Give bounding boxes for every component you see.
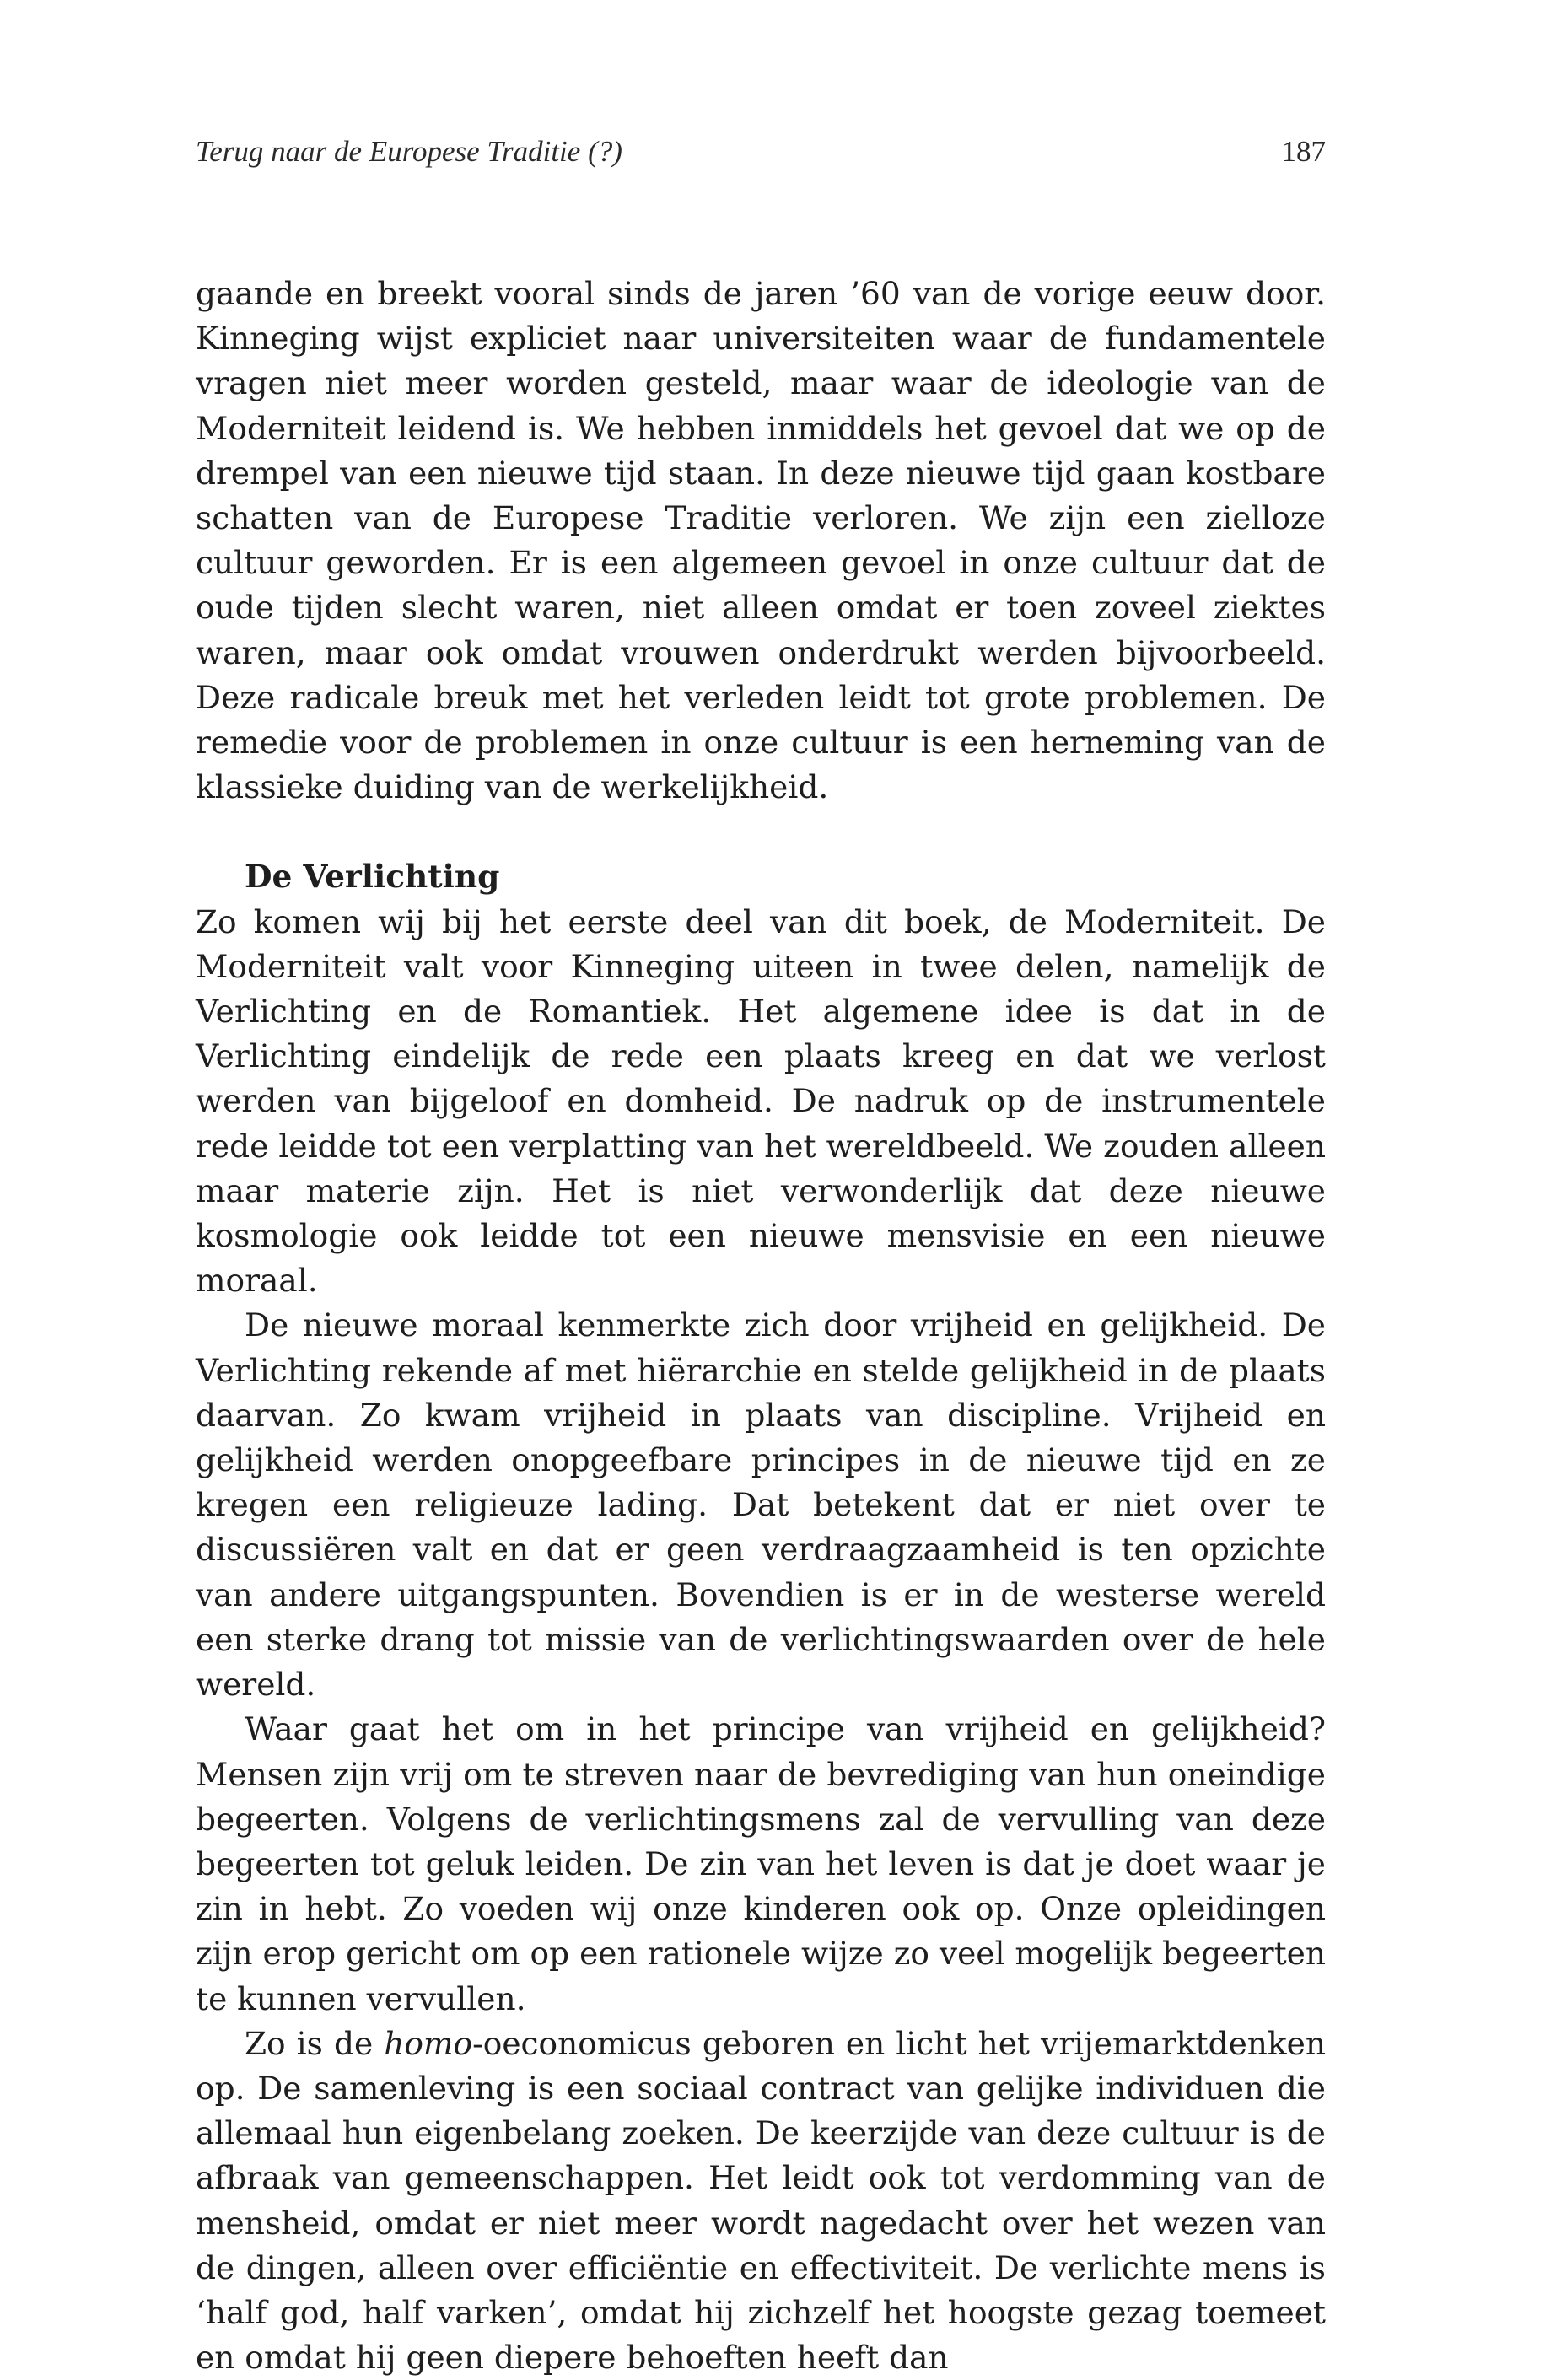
paragraph-5 (196, 2022, 1326, 2380)
paragraph-4: Waar gaat het om in het principe van vrijheid en gelijkheid? Mensen zijn vrij om te streven naar de bevrediging van hun oneindige begeerten. Volgens de verlichtingsmens zal de vervulling van deze begeerten tot geluk leiden. De zin van het leven is dat je doet waar je zin in hebt. Zo voeden wij onze kinderen ook op. Onze opleidingen zijn erop gericht om op een rationele wijze zo veel mogelijk begeerten te kunnen vervullen. (196, 1710, 1326, 2017)
paragraph-5-italic: homo (384, 2024, 473, 2062)
running-title: Terug naar de Europese Traditie (?) (196, 135, 622, 168)
section-heading: De Verlichting (245, 858, 500, 896)
paragraph-1: gaande en breekt vooral sinds de jaren ’60 van de vorige eeuw door. Kinneging wijst expliciet naar universiteiten waar de fundamentele vragen niet meer worden gesteld, maar waar de ideologie van de Moderniteit leidend is. We hebben inmiddels het gevoel dat we op de drempel van een nieuwe tijd staan. In deze nieuwe tijd gaan kostbare schatten van de Europese Traditie verloren. We zijn een zielloze cultuur geworden. Er is een algemeen gevoel in onze cultuur dat de oude tijden slecht waren, niet alleen omdat er toen zoveel ziektes waren, maar ook omdat vrouwen onderdrukt werden bijvoorbeeld. Deze radicale breuk met het verleden leidt tot grote problemen. De remedie voor de problemen in onze cultuur is een herneming van de klassieke duiding van de werkelijkheid. (196, 275, 1326, 806)
page-number: 187 (1281, 135, 1326, 168)
running-head (196, 133, 1326, 184)
body-text (196, 272, 1326, 2380)
paragraph-5-rest: -oeconomicus geboren en licht het vrijemarktdenken op. De samenleving is een sociaal contract van gelijke individuen die allemaal hun eigenbelang zoeken. De keerzijde van deze cultuur is de afbraak van gemeenschappen. Het leidt ook tot verdomming van de mensheid, omdat er niet meer wordt nagedacht over het wezen van de dingen, alleen over efficiëntie en effectiviteit. De verlichte mens is ‘half god, half varken’, omdat hij zichzelf het hoogste gezag toemeet en omdat hij geen diepere behoeften heeft dan (196, 2024, 1326, 2377)
paragraph-5-lead: Zo is de (245, 2024, 385, 2062)
paragraph-3: De nieuwe moraal kenmerkte zich door vrijheid en gelijkheid. De Verlichting rekende af met hiërarchie en stelde gelijkheid in de plaats daarvan. Zo kwam vrijheid in plaats van discipline. Vrijheid en gelijkheid werden onopgeefbare principes in de nieuwe tijd en ze kregen een religieuze lading. Dat betekent dat er niet over te discussiëren valt en dat er geen verdraagzaamheid is ten opzichte van andere uitgangspunten. Bovendien is er in de westerse wereld een sterke drang tot missie van de verlichtingswaarden over de hele wereld. (196, 1306, 1326, 1704)
paragraph-2: Zo komen wij bij het eerste deel van dit boek, de Moderniteit. De Moderniteit valt voor Kinneging uiteen in twee delen, namelijk de Verlichting en de Romantiek. Het algemene idee is dat in de Verlichting eindelijk de rede een plaats kreeg en dat we verlost werden van bijgeloof en domheid. De nadruk op de instrumentele rede leidde tot een verplatting van het wereldbeeld. We zouden alleen maar materie zijn. Het is niet verwonderlijk dat deze nieuwe kosmologie ook leidde tot een nieuwe mensvisie en een nieuwe moraal. (196, 902, 1326, 1300)
